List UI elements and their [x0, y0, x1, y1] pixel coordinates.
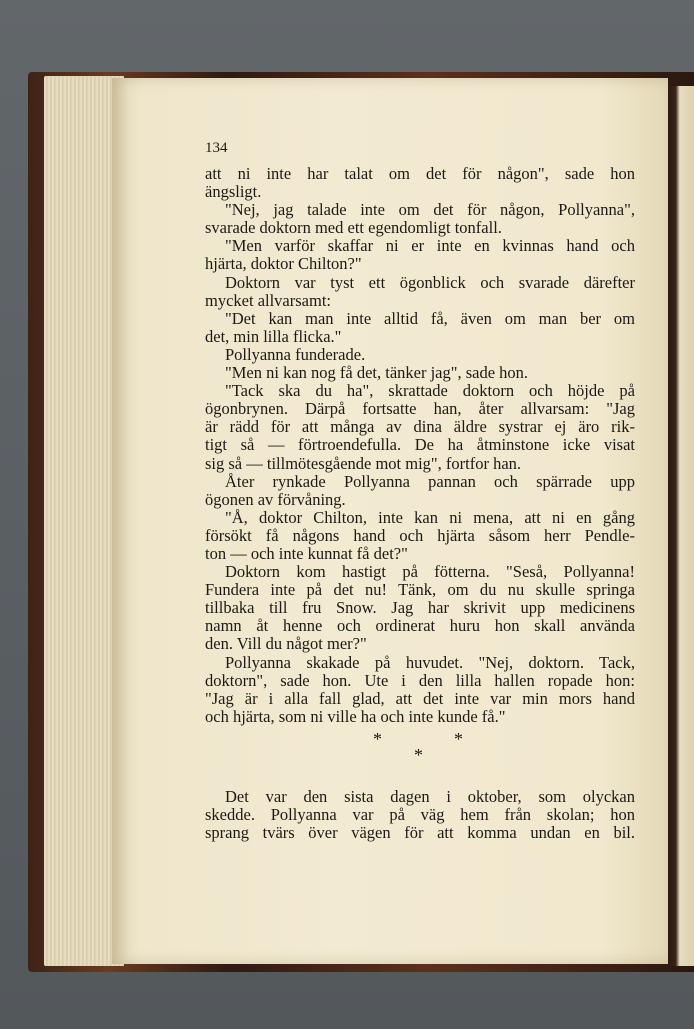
asterisk: *	[414, 744, 423, 765]
text-line: skedde. Pollyanna var på väg hem från skolan; hon	[205, 806, 635, 824]
text-line: hjärta, doktor Chilton?"	[205, 255, 362, 274]
text-line: den. Vill du något mer?"	[205, 635, 367, 654]
text-line: ton — och inte kunnat få det?"	[205, 544, 408, 563]
text-line: svarade doktorn med ett egendomligt tonfall.	[205, 219, 502, 238]
text-line: "Tack ska du ha", skrattade doktorn och höjde på	[225, 382, 635, 401]
text-line: tigt så — förtroendefulla. De ha åtminstone icke visat	[205, 436, 635, 455]
text-line: försökt få någons hand och hjärta såsom herr Pendle-	[205, 526, 635, 545]
text-line: "Det kan man inte alltid få, även om man ber om	[225, 309, 635, 328]
text-line: tillbaka till fru Snow. Jag har skrivit upp medicinens	[205, 599, 635, 618]
asterisk: *	[454, 728, 463, 749]
text-line: Fundera inte på det nu! Tänk, om du nu skulle springa	[205, 581, 635, 600]
text-line: Pollyanna skakade på huvudet. "Nej, doktorn. Tack,	[225, 653, 635, 672]
text-line: mycket allvarsamt:	[205, 291, 331, 310]
text-line: "Men varför skaffar ni er inte en kvinnas hand och	[225, 237, 635, 256]
text-line: sprang tvärs över vägen för att komma undan en bil.	[205, 824, 635, 843]
text-line: doktorn", sade hon. Ute i den lilla hallen ropade hon:	[205, 671, 635, 690]
text-line: "Men ni kan nog få det, tänker jag", sade hon.	[225, 364, 529, 383]
text-line: Åter rynkade Pollyanna pannan och spärrade upp	[225, 472, 635, 491]
text-line: "Jag är i alla fall glad, att det inte var min mors hand	[205, 689, 635, 708]
text-line: ögonbrynen. Därpå fortsatte han, åter allvarsam: "Jag	[205, 400, 635, 419]
text-section-top	[205, 165, 635, 726]
facing-page-edge	[668, 86, 694, 966]
text-line: Doktorn var tyst ett ögonblick och svarade därefter	[225, 273, 635, 292]
text-line: "Å, doktor Chilton, inte kan ni mena, att ni en gång	[225, 508, 635, 527]
asterisk: *	[373, 728, 382, 749]
text-line: namn åt henne och ordinerat huru hon skall använda	[205, 617, 635, 636]
text-line: ängsligt.	[205, 183, 262, 202]
text-line: "Nej, jag talade inte om det för någon, Pollyanna",	[225, 201, 635, 220]
text-line: Pollyanna funderade.	[225, 345, 366, 364]
paragraph-gap	[205, 774, 635, 788]
text-line: är rädd för att många av dina äldre systrar ej äro rik-	[205, 418, 635, 437]
text-section-bottom	[205, 788, 635, 842]
section-separator	[205, 730, 635, 774]
text-line: det, min lilla flicka."	[205, 327, 342, 346]
text-line: sig så — tillmötesgående mot mig", fortfor han.	[205, 454, 522, 473]
page-number: 134	[205, 140, 228, 156]
text-line: och hjärta, som ni ville ha och inte kunde få."	[205, 707, 506, 726]
page-text	[205, 139, 635, 842]
text-line: Det var den sista dagen i oktober, som olyckan	[225, 787, 635, 806]
text-line: ögonen av förvåning.	[205, 490, 346, 509]
text-line: att ni inte har talat om det för någon", sade hon	[205, 165, 635, 183]
text-line: Doktorn kom hastigt på fötterna. "Seså, Pollyanna!	[225, 563, 635, 582]
